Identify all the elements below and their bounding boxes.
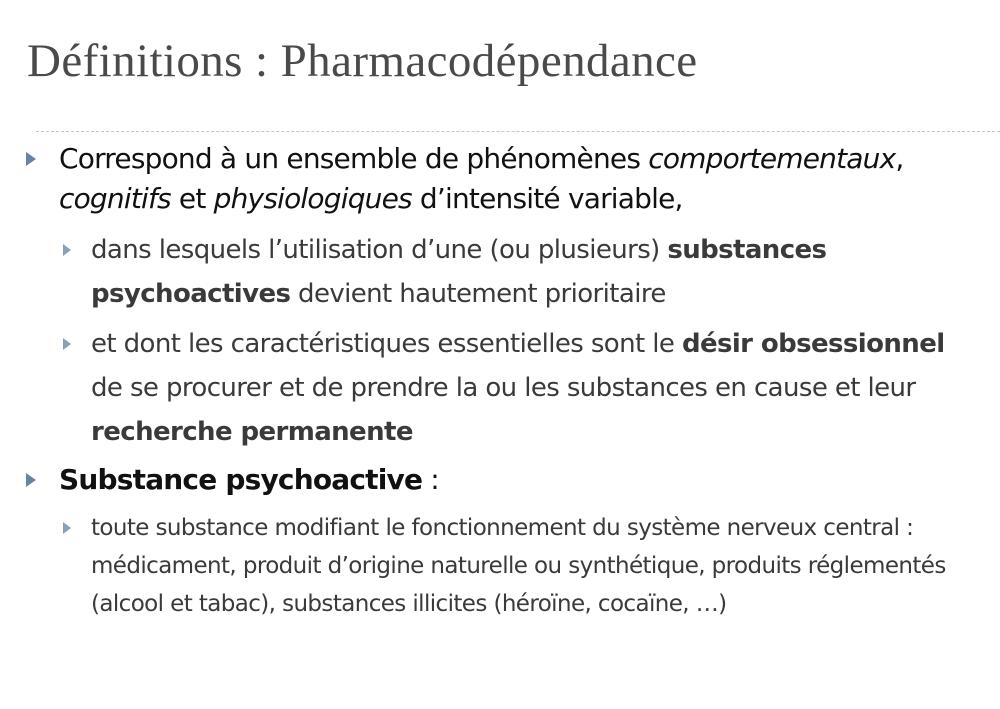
text-segment: Correspond à un ensemble de phénomènes [59,142,649,175]
bullet-item-pharmacodependence-definition [59,139,984,219]
text-segment-bold: désir obsessionnel [681,329,945,359]
sub-bullet-arrow-icon [63,244,71,256]
slide-title: Définitions : Pharmacodépendance [27,35,698,87]
text-segment: , [895,142,904,175]
sub-bullet-item-obsessive-desire [91,322,966,454]
bullet-arrow-icon [26,152,36,166]
text-segment: et [170,182,214,215]
sub-bullet-arrow-icon [63,522,71,534]
text-segment: d’intensité variable, [411,182,683,215]
text-segment-italic: cognitifs [59,182,171,215]
text-segment: de se procurer et de prendre la ou les substances en cause et leur [91,373,916,403]
text-segment-bold: recherche permanente [91,417,413,447]
text-segment-italic: physiologiques [213,182,412,215]
sub-bullet-item-substance-definition: toute substance modifiant le fonctionnement du système nerveux central : médicament, produit d’origine naturelle ou synthétique, produits réglementés (alcool et tabac), substances illicites (héroïne, cocaïne, …) [91,515,946,617]
sub-bullet-arrow-icon [63,338,71,350]
bullet-arrow-icon [26,473,36,487]
text-segment: devient hautement prioritaire [290,279,666,309]
text-segment-italic: comportementaux [648,142,896,175]
text-segment: : [422,463,439,496]
text-segment: et dont les caractéristiques essentielles sont le [91,329,682,359]
text-segment-bold: substances psychoactives [91,235,827,309]
bullet-item-psychoactive-substance [59,460,959,500]
text-segment-bold: Substance psychoactive [59,463,423,496]
text-segment: dans lesquels l’utilisation d’une (ou plusieurs) [91,235,668,265]
title-divider [36,131,1000,132]
sub-bullet-item-priority-use [91,228,976,316]
